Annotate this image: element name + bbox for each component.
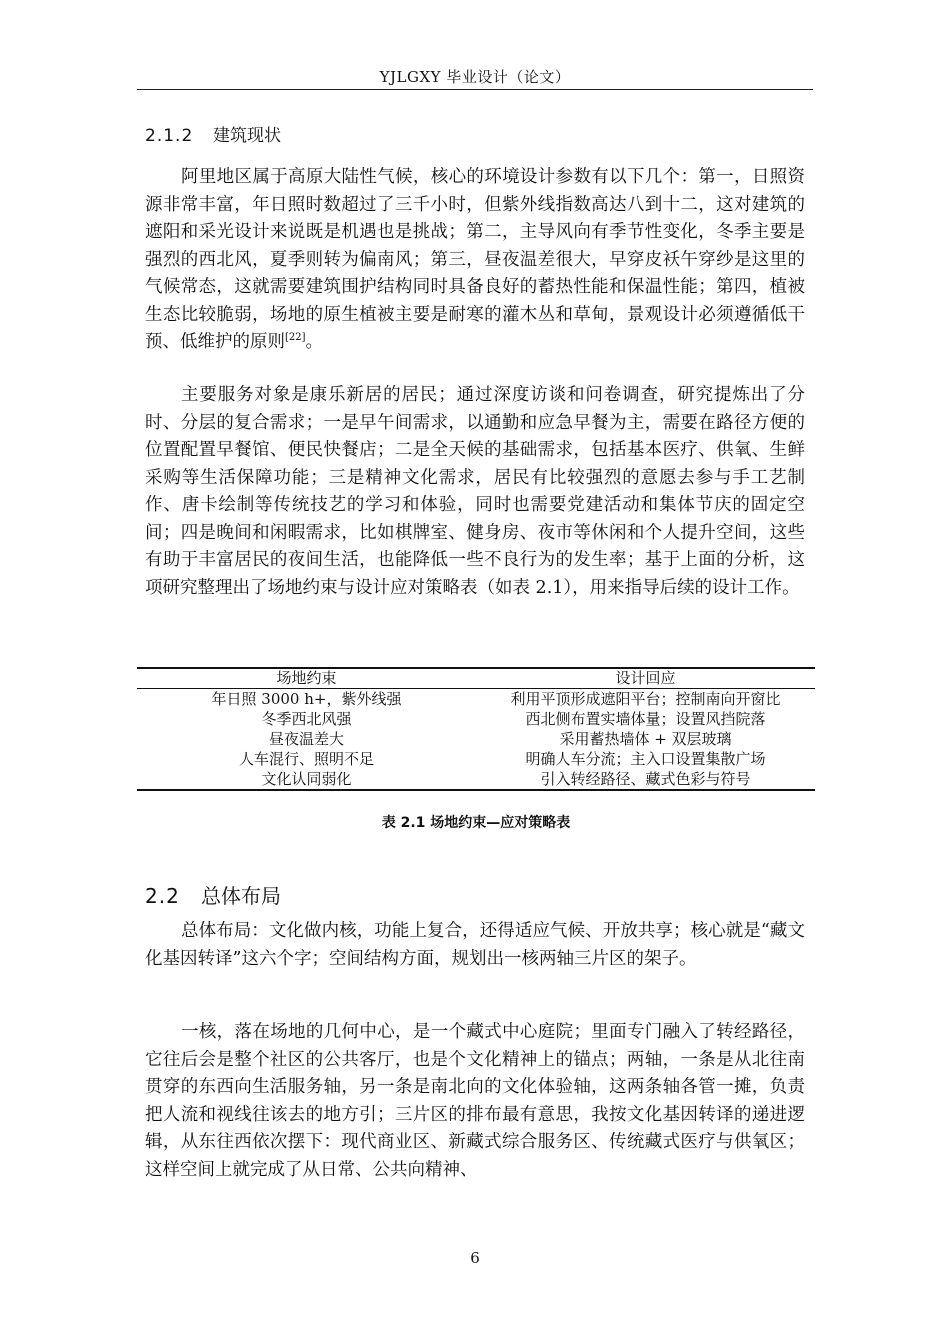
table-row	[137, 709, 815, 729]
table-caption: 表 2.1 场地约束—应对策略表	[381, 815, 571, 831]
paragraph-climate	[145, 164, 805, 357]
strategy-table	[137, 667, 815, 791]
paragraph-structure: 一核，落在场地的几何中心，是一个藏式中心庭院；里面专门融入了转经路径，它往后会是整个社区的公共客厅，也是个文化精神上的锚点；两轴，一条是从北往南贯穿的东西向生活服务轴，另一条是南北向的文化体验轴，这两条轴各管一摊，负责把人流和视线往该去的地方引；三片区的排布最有意思，我按文化基因转译的递进逻辑，从东往西依次摆下：现代商业区、新藏式综合服务区、传统藏式医疗与供氧区；这样空间上就完成了从日常、公共向精神、	[145, 1022, 805, 1180]
table-cell: 利用平顶形成遮阳平台；控制南向开窗比	[510, 690, 781, 708]
table-cell: 文化认同弱化	[137, 769, 476, 790]
table-cell: 采用蓄热墙体 + 双层玻璃	[559, 730, 732, 748]
paragraph-needs: 主要服务对象是康乐新居的居民；通过深度访谈和问卷调查，研究提炼出了分时、分层的复合需求；一是早午间需求，以通勤和应急早餐为主，需要在路径方便的位置配置早餐馆、便民快餐店；二是全天候的基础需求，包括基本医疗、供氧、生鲜采购等生活保障功能；三是精神文化需求，居民有比较强烈的意愿去参与手工艺制作、唐卡绘制等传统技艺的学习和体验，同时也需要党建活动和集体节庆的固定空间；四是晚间和闲暇需求，比如棋牌室、健身房、夜市等休闲和个人提升空间，这些有助于丰富居民的夜间生活，也能降低一些不良行为的发生率；基于上面的分析，这项研究整理出了场地约束与设计应对策略表（如表 2.1），用来指导后续的设计工作。	[145, 385, 805, 598]
table-row	[137, 689, 815, 710]
paragraph-layout: 总体布局：文化做内核，功能上复合，还得适应气候、开放共享；核心就是“藏文化基因转译”这六个字；空间结构方面，规划出一核两轴三片区的架子。	[145, 921, 805, 969]
table-cell: 人车混行、照明不足	[238, 750, 374, 768]
paragraph-tail: 。	[305, 332, 324, 352]
page-number: 6	[470, 1249, 480, 1267]
section-heading-2-1-2	[145, 121, 281, 146]
section-number: 2.1.2	[145, 126, 194, 146]
table-cell: 年日照 3000 h+，紫外线强	[211, 690, 402, 708]
table-cell: 明确人车分流；主入口设置集散广场	[525, 750, 766, 768]
table-cell: 昼夜温差大	[268, 730, 344, 748]
column-header: 场地约束	[137, 668, 476, 689]
section-number: 2.2	[145, 884, 180, 908]
table-row	[137, 769, 815, 790]
table-header-row	[137, 668, 815, 689]
section-heading-2-2	[145, 880, 281, 909]
table-row	[137, 729, 815, 749]
table-cell: 西北侧布置实墙体量；设置风挡院落	[525, 710, 766, 728]
table-row	[137, 749, 815, 769]
paragraph-text: 阿里地区属于高原大陆性气候，核心的环境设计参数有以下几个：第一，日照资源非常丰富，年日照时数超过了三千小时，但紫外线指数高达八到十二，这对建筑的遮阳和采光设计来说既是机遇也是挑战；第二，主导风向有季节性变化，冬季主要是强烈的西北风，夏季则转为偏南风；第三，昼夜温差很大，早穿皮袄午穿纱是这里的气候常态，这就需要建筑围护结构同时具备良好的蓄热性能和保温性能；第四，植被生态比较脆弱，场地的原生植被主要是耐寒的灌木丛和草甸，景观设计必须遵循低干预、低维护的原则	[145, 167, 805, 352]
table-cell: 冬季西北风强	[261, 710, 352, 728]
header-rule	[137, 89, 813, 90]
running-header: YJLGXY 毕业设计（论文）	[379, 68, 571, 86]
table-cell: 引入转经路径、藏式色彩与符号	[476, 769, 815, 790]
citation: [22]	[285, 332, 306, 344]
section-title: 总体布局	[201, 884, 281, 908]
section-title: 建筑现状	[213, 126, 281, 146]
column-header: 设计回应	[476, 668, 815, 689]
